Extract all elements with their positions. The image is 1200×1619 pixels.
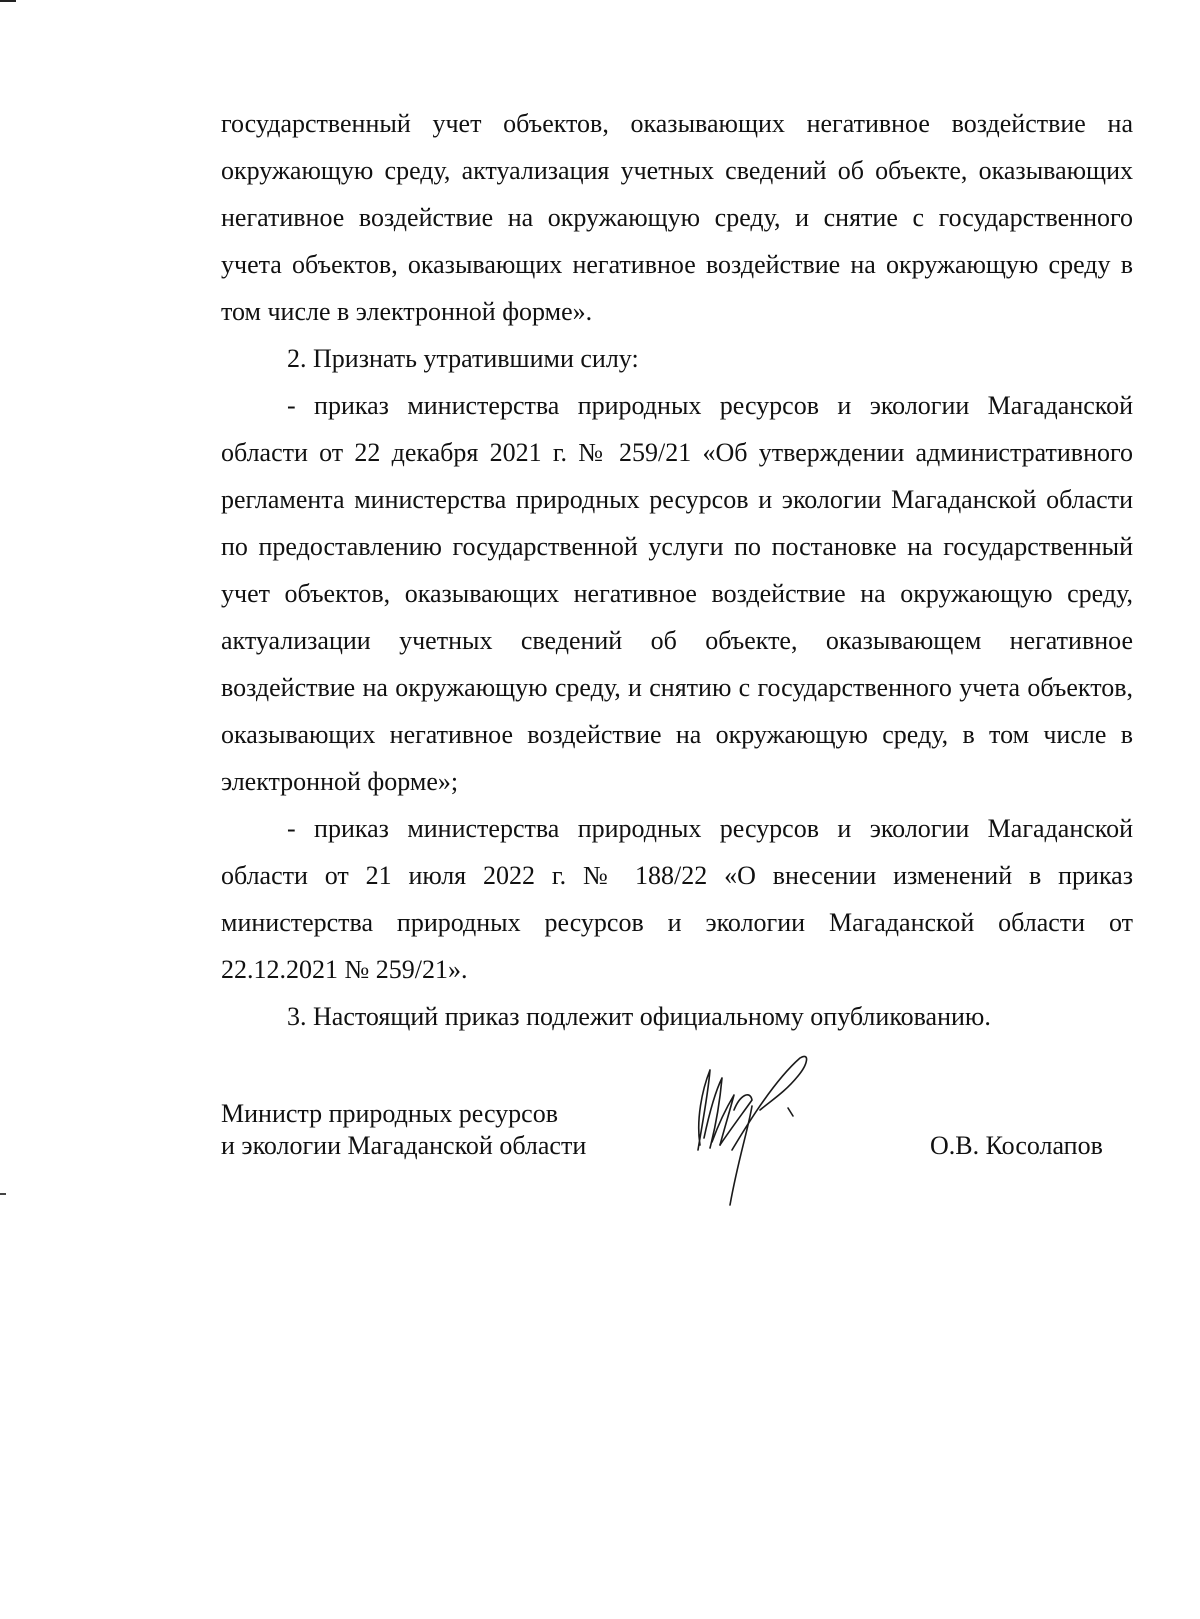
paragraph-item-3: 3. Настоящий приказ подлежит официальному опубликованию. [287,1002,991,1031]
signatory-name: О.В. Косолапов [930,1131,1103,1160]
paragraph-item-2: 2. Признать утратившими силу: [287,344,639,373]
signatory-position [221,1098,586,1162]
scan-corner-mark [0,0,16,2]
signatory-position-line2: и экологии Магаданской области [221,1131,587,1160]
scan-side-mark [0,1193,6,1195]
paragraph-continuation: государственный учет объектов, оказывающих негативное воздействие на окружающую среду, актуализация учетных сведений об объекте, оказывающих негативное воздействие на окружающую среду, и снятие с государственного учета объектов, оказывающих негативное воздействие на окружающую среду в том числе в электронной форме». [221,109,1133,326]
paragraph-repeal-order-1: - приказ министерства природных ресурсов и экологии Магаданской области от 22 декабря 2021 г. № 259/21 «Об утверждении административного регламента министерства природных ресурсов и экологии Магаданской области по предоставлению государственной услуги по постановке на государственный учет объектов, оказывающих негативное воздействие на окружающую среду, актуализации учетных сведений об объекте, оказывающем негативное воздействие на окружающую среду, и снятию с государственного учета объектов, оказывающих негативное воздействие на окружающую среду, в том числе в электронной форме»; [221,391,1133,796]
signatory-position-line1: Министр природных ресурсов [221,1099,558,1128]
paragraph-repeal-order-2: - приказ министерства природных ресурсов и экологии Магаданской области от 21 июля 2022 г. № 188/22 «О внесении изменений в приказ министерства природных ресурсов и экологии Магаданской области от 22.12.2021 № 259/21». [221,814,1133,984]
document-body [221,100,1133,1040]
handwritten-signature [690,1050,840,1210]
